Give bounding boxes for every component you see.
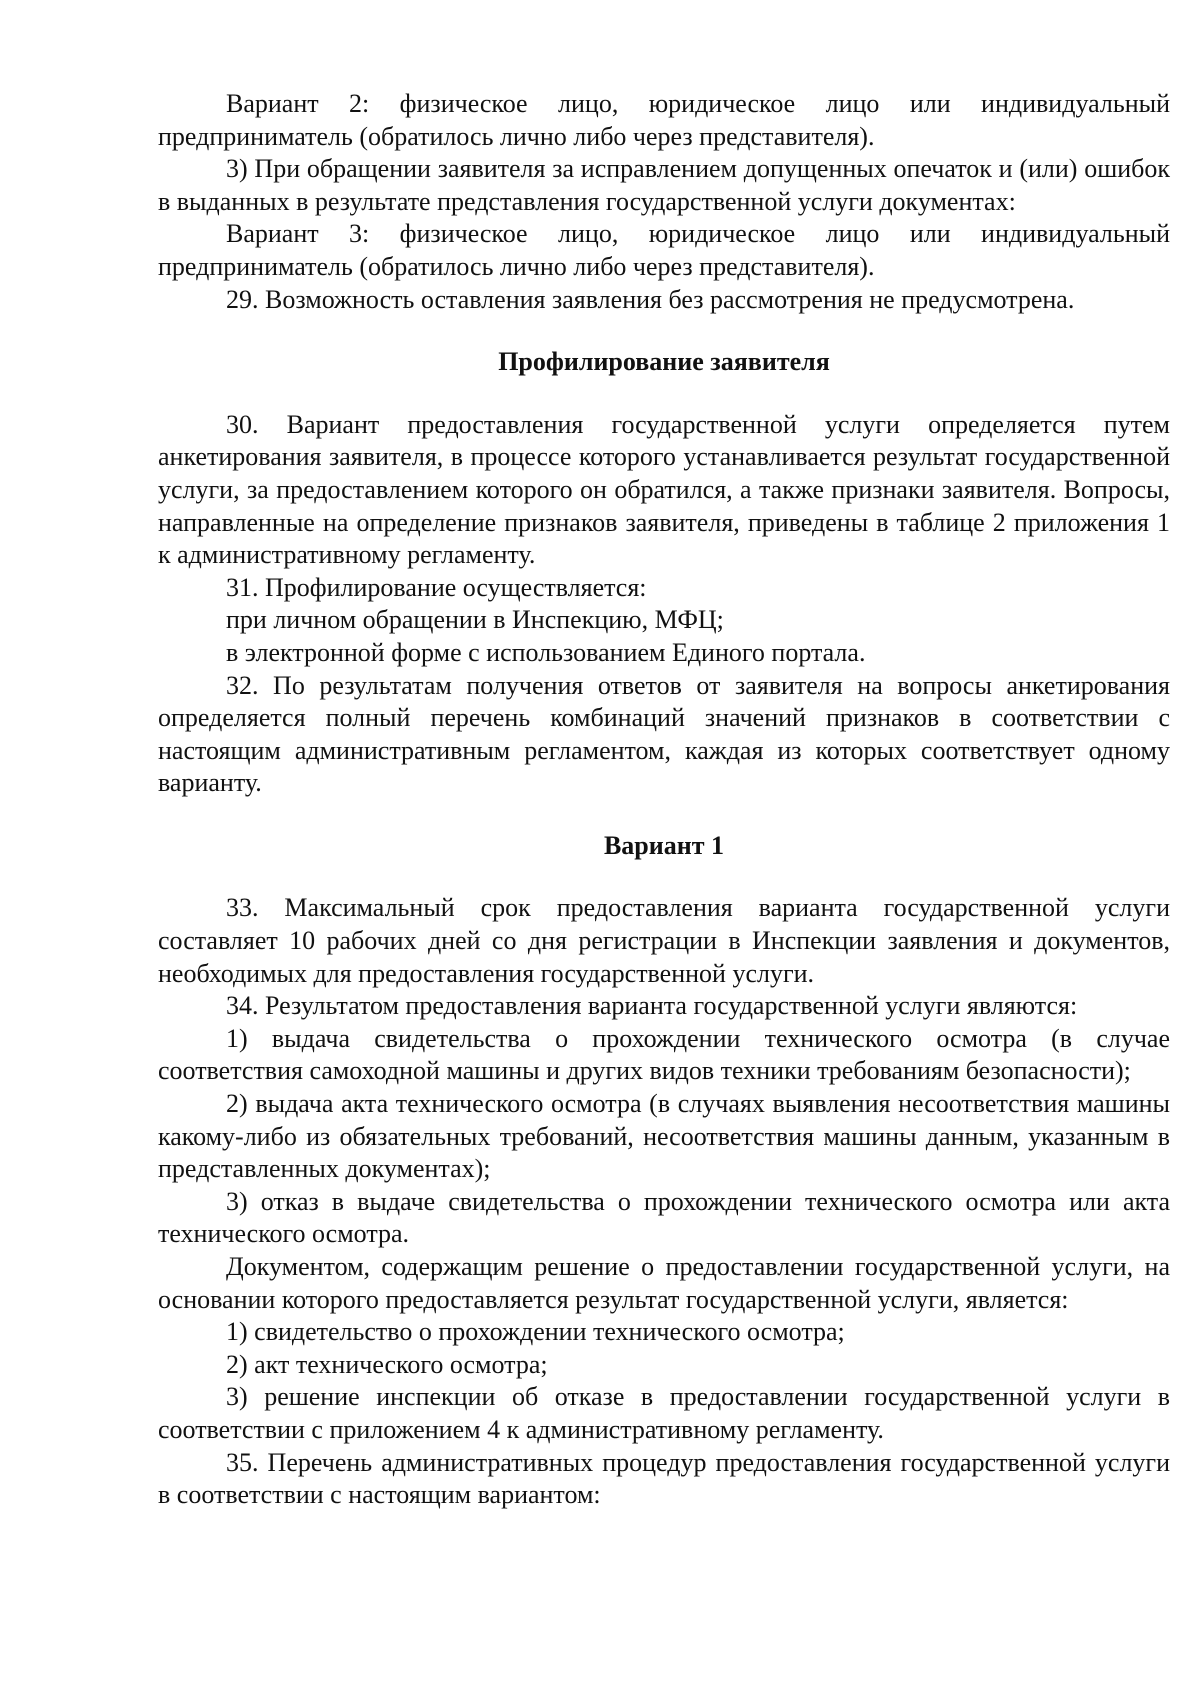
section-heading-profiling: Профилирование заявителя — [498, 347, 830, 377]
paragraph-variant-2: Вариант 2: физическое лицо, юридическое лицо или индивидуальный предприниматель (обратилось лично либо через представителя). — [158, 89, 1170, 151]
paragraph-34-item-1: 1) выдача свидетельства о прохождении технического осмотра (в случае соответствия самоходной машины и других видов техники требованиям безопасности); — [158, 1023, 1170, 1086]
paragraph-item-3: 3) При обращении заявителя за исправлением допущенных опечаток и (или) ошибок в выданных в результате представления государственной услуги документах: — [158, 154, 1170, 216]
paragraph-29: 29. Возможность оставления заявления без рассмотрения не предусмотрена. — [226, 284, 1075, 314]
paragraph-decision-item-3: 3) решение инспекции об отказе в предоставлении государственной услуги в соответствии с приложением 4 к административному регламенту. — [158, 1382, 1170, 1444]
paragraph-31-item-1: при личном обращении в Инспекцию, МФЦ; — [226, 605, 724, 635]
paragraph-decision-item-2: 2) акт технического осмотра; — [226, 1349, 548, 1379]
paragraph-34-item-2: 2) выдача акта технического осмотра (в случаях выявления несоответствия машины какому-либо из обязательных требований, несоответствия машины данным, указанным в представленных документах); — [158, 1089, 1170, 1184]
paragraph-34: 34. Результатом предоставления варианта государственной услуги являются: — [226, 991, 1078, 1021]
paragraph-variant-3: Вариант 3: физическое лицо, юридическое лицо или индивидуальный предприниматель (обратилось лично либо через представителя). — [158, 219, 1170, 281]
paragraph-decision-document: Документом, содержащим решение о предоставлении государственной услуги, на основании которого предоставляется результат государственной услуги, является: — [158, 1252, 1170, 1314]
paragraph-decision-item-1: 1) свидетельство о прохождении технического осмотра; — [226, 1317, 845, 1347]
spacer — [158, 862, 1170, 892]
spacer — [158, 379, 1170, 409]
document-body — [158, 88, 1170, 1512]
spacer — [158, 800, 1170, 830]
paragraph-33: 33. Максимальный срок предоставления варианта государственной услуги составляет 10 рабочих дней со дня регистрации в Инспекции заявления и документов, необходимых для предоставления государственной услуги. — [158, 893, 1170, 988]
paragraph-31: 31. Профилирование осуществляется: — [226, 572, 647, 602]
paragraph-30: 30. Вариант предоставления государственной услуги определяется путем анкетирования заявителя, в процессе которого устанавливается результат государственной услуги, за предоставлением которого он обратился, а также признаки заявителя. Вопросы, направленные на определение признаков заявителя, приведены в таблице 2 приложения 1 к административному регламенту. — [158, 409, 1170, 570]
section-heading-variant-1: Вариант 1 — [603, 830, 725, 860]
paragraph-32: 32. По результатам получения ответов от заявителя на вопросы анкетирования определяется полный перечень комбинаций значений признаков в соответствии с настоящим административным регламентом, каждая из которых соответствует одному варианту. — [158, 670, 1170, 798]
paragraph-31-item-2: в электронной форме с использованием Единого портала. — [226, 637, 866, 667]
paragraph-35: 35. Перечень административных процедур предоставления государственной услуги в соответствии с настоящим вариантом: — [158, 1447, 1170, 1510]
paragraph-34-item-3: 3) отказ в выдаче свидетельства о прохождении технического осмотра или акта технического осмотра. — [158, 1186, 1170, 1249]
spacer — [158, 316, 1170, 346]
